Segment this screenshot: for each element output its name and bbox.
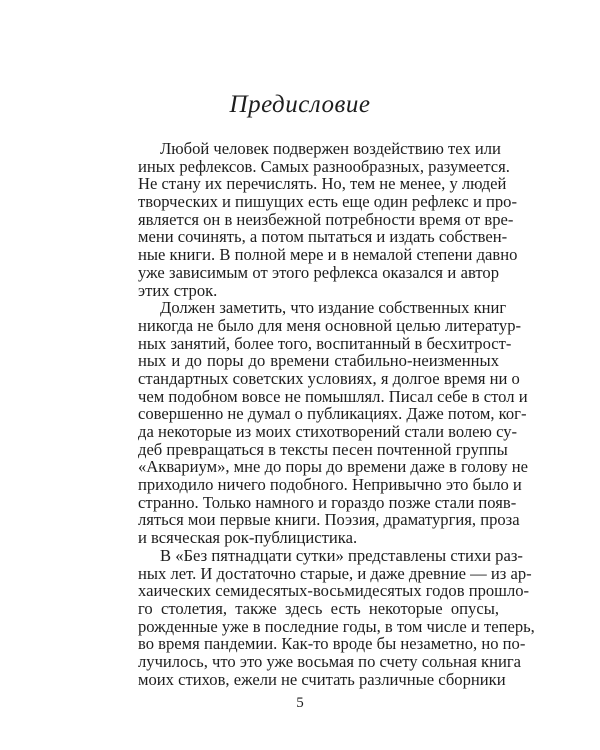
text-line: ляться мои первые книги. Поэзия, драматургия, проза (138, 510, 520, 530)
text-line: и всяческая рок-публицистика. (138, 528, 358, 548)
text-line: ные книги. В полной мере и в немалой степени давно (138, 245, 518, 265)
text-line: иных рефлексов. Самых разнообразных, разумеется. (138, 156, 510, 176)
text-line: деб превращаться в тексты песен почтенной группы (138, 439, 508, 459)
text-line: является он в неизбежной потребности время от вре- (138, 209, 514, 229)
text-line: ных занятий, более того, воспитанный в бесхитрост- (138, 333, 512, 353)
page-title: Предисловие (229, 91, 371, 118)
text-line: хаических семидесятых-восьмидесятых годов прошло- (138, 581, 530, 601)
text-line: стандартных советских условиях, я долгое время ни о (138, 368, 520, 388)
text-line: этих строк. (138, 280, 218, 300)
text-line: совершенно не думал о публикациях. Даже потом, ког- (138, 404, 527, 424)
text-line: рожденные уже в последние годы, в том числе и теперь, (138, 616, 535, 636)
text-line: уже зависимым от этого рефлекса оказался и автор (138, 262, 499, 282)
text-line: никогда не было для меня основной целью литератур- (138, 315, 522, 335)
text-line: Любой человек подвержен воздействию тех или (160, 139, 501, 158)
text-line: ных и до поры до времени стабильно-неизменных (138, 351, 499, 371)
text-line: мени сочинять, а потом пытаться и издать собствен- (138, 227, 508, 247)
page-number: 5 (296, 695, 304, 711)
text-line: во время пандемии. Как-то вроде бы незаметно, но по- (138, 634, 526, 654)
text-line: чем подобном вовсе не помышлял. Писал себе в стол и (138, 386, 528, 406)
text-line: творческих и пишущих есть еще один рефлекс и про- (138, 192, 517, 212)
text-line: го столетия, также здесь есть некоторые опусы, (138, 598, 499, 618)
text-line: да некоторые из моих стихотворений стали волею су- (138, 422, 518, 441)
text-line: лучилось, что это уже восьмая по счету сольная книга (138, 651, 522, 671)
text-line: странно. Только намного и гораздо позже стали появ- (138, 492, 517, 512)
text-line: Не стану их перечислять. Но, тем не менее, у людей (138, 174, 507, 194)
text-line: «Аквариум», мне до поры до времени даже в голову не (138, 457, 528, 477)
text-line: моих стихов, ежели не считать различные сборники (138, 669, 506, 689)
body-text (138, 139, 535, 689)
text-line: приходило ничего подобного. Непривычно это было и (138, 475, 522, 495)
text-line: ных лет. И достаточно старые, и даже древние — из ар- (138, 563, 532, 583)
text-line: В «Без пятнадцати сутки» представлены стихи раз- (160, 545, 523, 565)
text-line: Должен заметить, что издание собственных книг (160, 298, 507, 318)
